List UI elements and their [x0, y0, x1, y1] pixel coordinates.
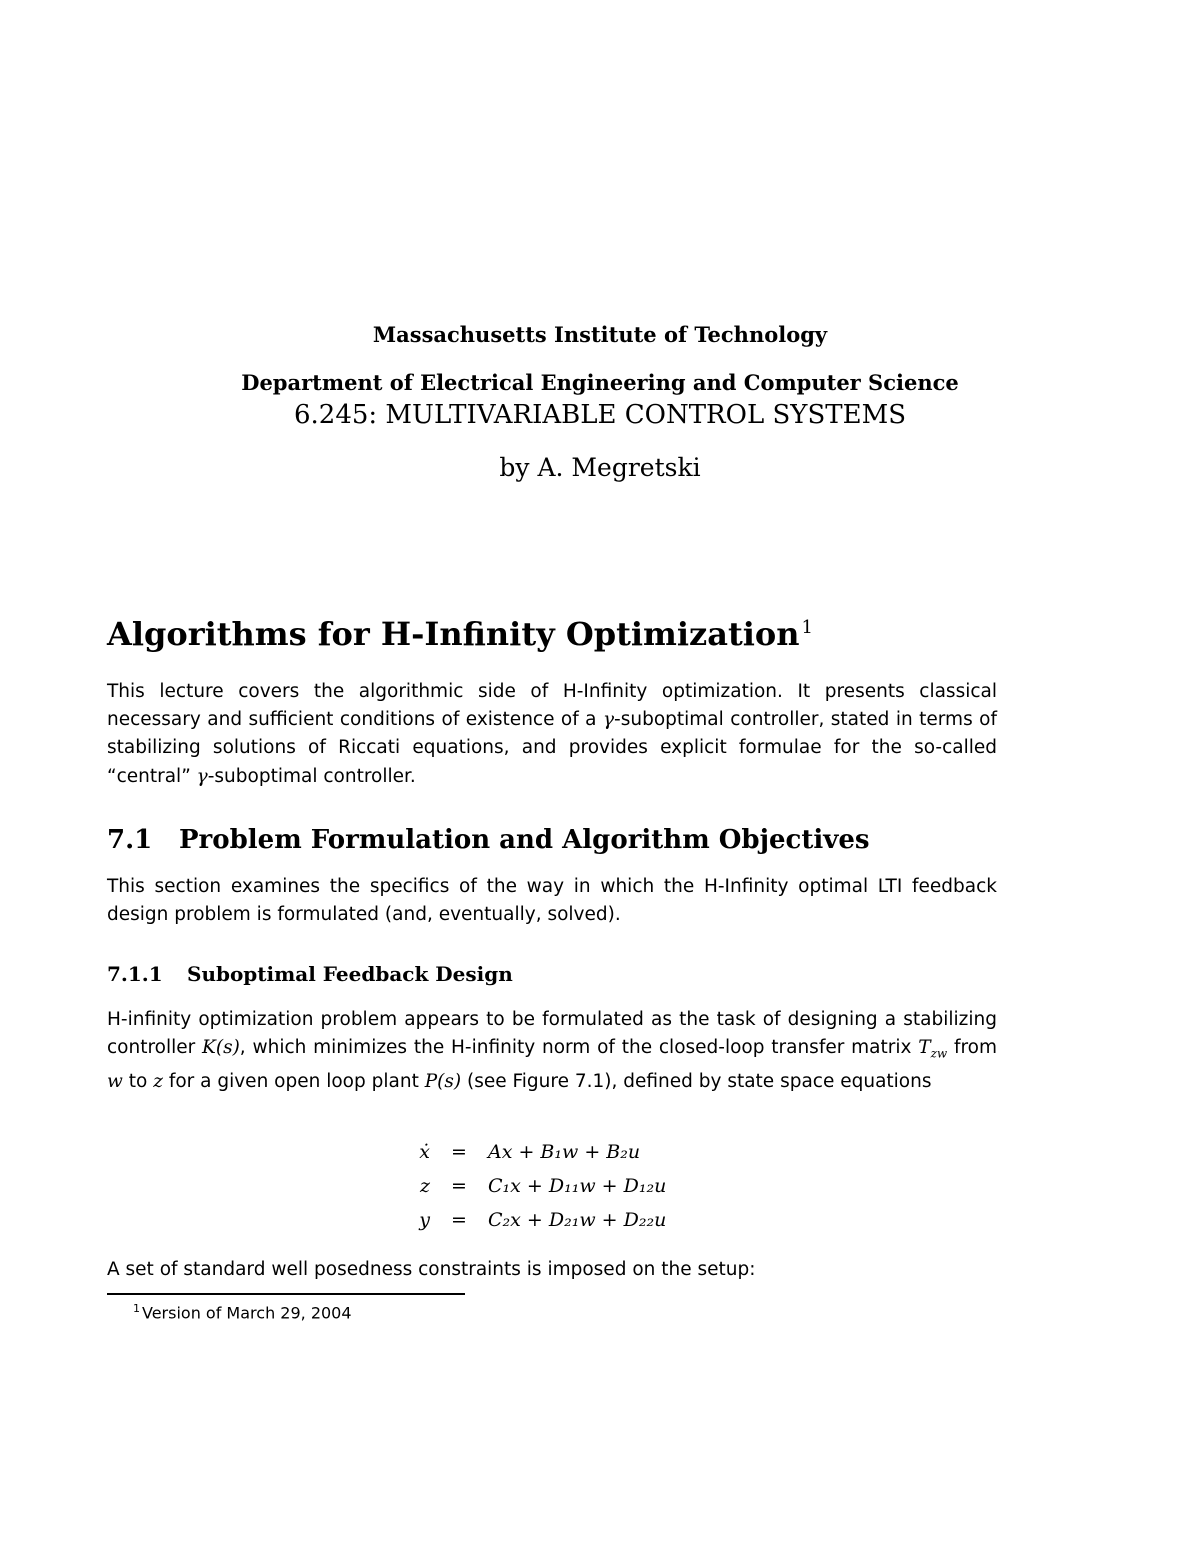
lecture-title [107, 615, 813, 653]
subsection-paragraph: H-infinity optimization problem appears to be formulated as the task of designing a stabilizing controller K(s), which minimizes the H-infinity norm of the closed-loop transfer matrix $T_{zw}$ from w to z for a given open loop plant P(s) (see Figure 7.1), defined by state space equations [107, 1009, 997, 1093]
gamma-symbol: γ [196, 765, 208, 787]
subsection-heading [107, 962, 513, 986]
institute-name: Massachusetts Institute of Technology [372, 322, 828, 347]
section-paragraph: This section examines the specifics of the way in which the H-Infinity optimal LTI feedback design problem is formulated (and, eventually, solved). [107, 876, 997, 926]
closing-paragraph: A set of standard well posedness constraints is imposed on the setup: [107, 1259, 756, 1280]
math-K: K(s) [202, 1037, 240, 1059]
math-P: P(s) [424, 1071, 462, 1093]
subsection-number: 7.1.1 [107, 962, 163, 986]
math-w: w [107, 1071, 123, 1093]
footnote-divider [107, 1293, 465, 1295]
gamma-symbol: γ [602, 709, 615, 731]
equation-row: ẋ = Ax + B₁w + B₂u [419, 1141, 641, 1163]
intro-paragraph: This lecture covers the algorithmic side of H-Infinity optimization. It presents classical necessary and sufficient conditions of existence of a γ-suboptimal controller, stated in terms of stabilizing solutions of Riccati equations, and provides explicit formulae for the so-called “central” γ-suboptimal controller. [107, 681, 997, 787]
math-T: $T_{zw}$ [918, 1037, 948, 1061]
footnote-text: Version of March 29, 2004 [142, 1303, 352, 1323]
author-line: by A. Megretski [499, 453, 701, 482]
section-title: Problem Formulation and Algorithm Objectives [179, 825, 870, 855]
footnote-mark: 1 [133, 1302, 140, 1315]
equation-row: y = C₂x + D₂₁w + D₂₂u [419, 1209, 667, 1231]
section-heading [107, 825, 870, 855]
department-name: Department of Electrical Engineering and Computer Science [241, 370, 959, 395]
course-title: 6.245: MULTIVARIABLE CONTROL SYSTEMS [293, 400, 907, 430]
equation-row: z = C₁x + D₁₁w + D₁₂u [419, 1175, 667, 1197]
lecture-title-text: Algorithms for H-Infinity Optimization [107, 615, 800, 653]
section-number: 7.1 [107, 825, 153, 855]
subsection-title: Suboptimal Feedback Design [187, 962, 513, 986]
math-z: z [153, 1071, 163, 1093]
footnote-ref: 1 [801, 617, 813, 639]
footnote [133, 1302, 352, 1322]
